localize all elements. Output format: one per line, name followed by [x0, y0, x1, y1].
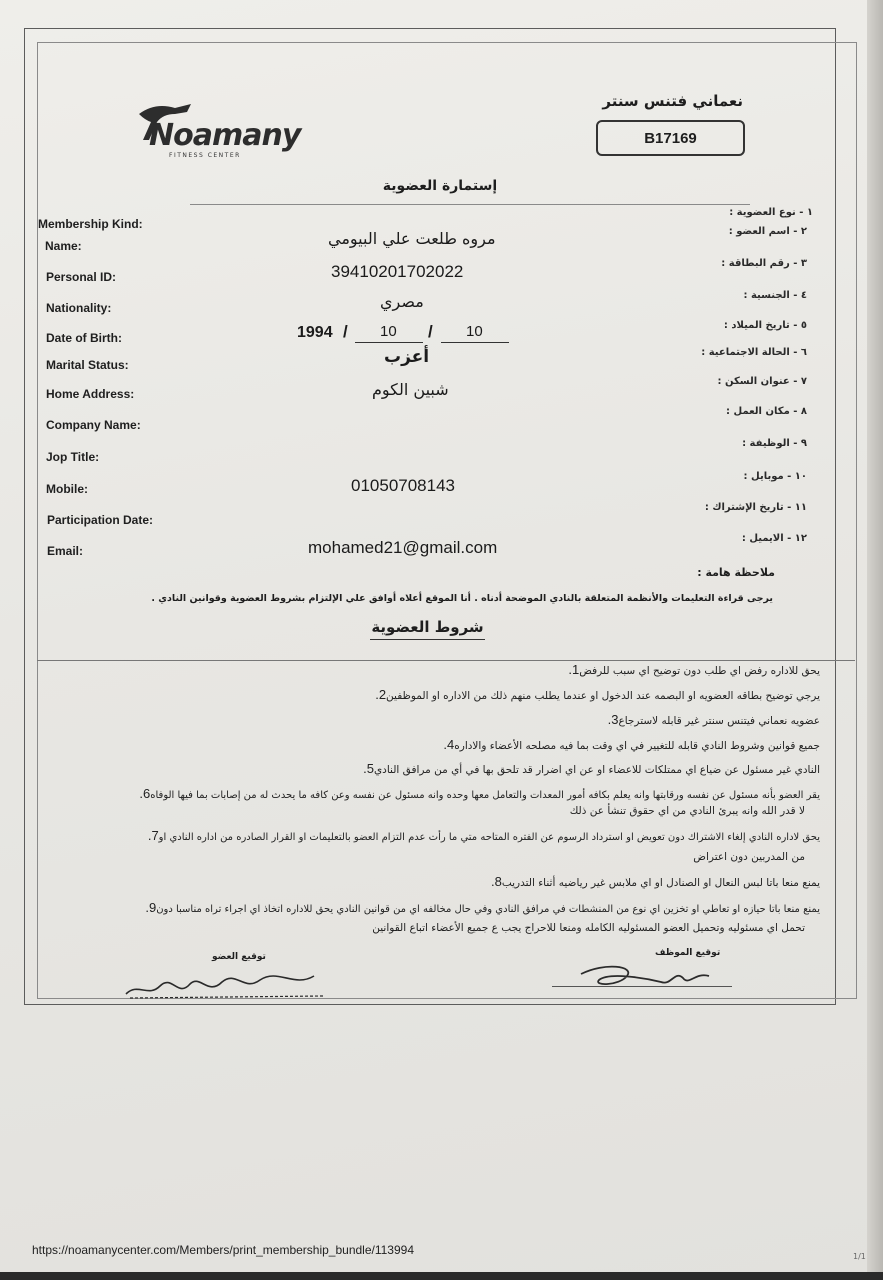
dob-month-underline — [355, 342, 423, 343]
term-text: يقر العضو بأنه مسئول عن نفسه ورقابتها وانه يعلم بكافه أمور المعدات والتعامل معها وحده وانه مسئول عن نفسه وعن كافه ما يحدث له من إصابات بما فيها الوفاه — [150, 790, 820, 801]
value-marital-status: أعزب — [384, 347, 430, 367]
member-code: B17169 — [644, 129, 697, 147]
form-title: إستمارة العضوية — [382, 178, 498, 194]
term-number: 9. — [145, 900, 157, 915]
value-email: mohamed21@gmail.com — [308, 538, 498, 557]
table-surface — [0, 1272, 883, 1280]
term-number: 4. — [443, 737, 455, 752]
term-text: من المدربين دون اعتراض — [693, 851, 805, 863]
label-company-name: Company Name: — [46, 418, 141, 432]
label-ar-marital-status: ٦ - الحالة الاجتماعية : — [701, 347, 807, 358]
label-job-title: Jop Title: — [46, 450, 100, 464]
term-item-5 — [120, 759, 820, 780]
label-home-address: Home Address: — [46, 387, 135, 401]
club-name: نعماني فتنس سنتر — [602, 92, 743, 110]
note-text: يرجى قراءة التعليمات والأنظمة المتعلقة بالنادي الموضحة أدناه . أنا الموقع أعلاه أوافق علي الإلتزام بشروط العضوية وقوانين النادي . — [151, 593, 773, 604]
term-item-6-continued — [105, 802, 805, 821]
term-number: 2. — [375, 687, 387, 702]
paper-edge-shadow — [867, 0, 883, 1280]
term-text: النادي غير مسئول عن ضياع اي ممتلكات للاعضاء او عن اي اضرار قد تلحق بها في أي من مرافق النادي — [373, 764, 820, 776]
label-marital-status: Marital Status: — [46, 358, 129, 372]
dob-year: 1994 — [297, 324, 333, 341]
term-text: عضويه نعماني فيتنس سنتر غير قابله لاسترجاع — [618, 715, 820, 727]
label-nationality: Nationality: — [46, 301, 112, 315]
label-ar-job-title: ٩ - الوظيفة : — [742, 438, 807, 449]
term-item-9 — [30, 898, 820, 919]
term-number: 1. — [568, 662, 580, 677]
term-text: تحمل اي مسئوليه وتحميل العضو المسئوليه الكامله ومنعا للاحراج يجب ع جميع الأعضاء اتباع القوانين — [372, 922, 805, 934]
club-logo — [135, 100, 301, 165]
term-number: 3. — [607, 712, 619, 727]
label-participation-date: Participation Date: — [47, 513, 154, 527]
label-ar-company-name: ٨ - مكان العمل : — [726, 406, 807, 417]
term-item-7-continued — [105, 848, 805, 867]
dob-month: 10 — [380, 323, 397, 340]
member-signature — [118, 958, 333, 1004]
title-divider — [190, 204, 750, 205]
term-item-8 — [120, 872, 820, 893]
term-text: لا قدر الله وانه يبرئ النادي من اي حقوق تنشأ عن ذلك — [569, 805, 805, 817]
term-number: 7. — [147, 828, 159, 843]
label-name: Name: — [45, 239, 82, 253]
term-number: 8. — [490, 874, 502, 889]
label-ar-date-of-birth: ٥ - تاريخ الميلاد : — [723, 320, 807, 331]
term-item-3 — [120, 710, 820, 731]
footer-url: https://noamanycenter.com/Members/print_membership_bundle/113994 — [32, 1243, 414, 1257]
dob-day: 10 — [466, 323, 483, 340]
term-text: يمنع منعا باتا لبس النعال او الصنادل او اي ملابس غير رياضيه أثناء التدريب — [501, 877, 820, 889]
dob-day-underline — [441, 342, 509, 343]
dob-separator-1: / — [343, 322, 348, 341]
terms-title: شروط العضوية — [370, 618, 485, 640]
term-text: جميع قوانين وشروط النادي قابله للتغيير في اي وقت بما فيه مصلحه الأعضاء والاداره — [454, 740, 820, 752]
term-number: 5. — [363, 761, 374, 776]
term-item-2 — [120, 685, 820, 706]
label-ar-email: ١٢ - الايميل : — [741, 533, 807, 544]
member-signature-label: توقيع العضو — [212, 952, 266, 962]
value-personal-id: 39410201702022 — [331, 262, 464, 281]
page-number: 1/1 — [853, 1252, 866, 1261]
label-membership-kind: Membership Kind: — [38, 217, 143, 231]
term-number: 6. — [139, 786, 151, 801]
label-ar-personal-id: ٣ - رقم البطاقة : — [721, 258, 807, 269]
label-ar-membership-kind: ١ - نوع العضوية : — [729, 207, 813, 218]
term-item-4 — [120, 735, 820, 756]
value-mobile: 01050708143 — [351, 476, 456, 495]
employee-signature-label: توقيع الموظف — [655, 948, 721, 958]
term-item-1 — [120, 660, 820, 681]
term-text: يرجي توضيح بطاقه العضويه او البصمه عند الدخول او عندما يطلب منهم ذلك من الاداره او الموظفين — [386, 690, 820, 702]
employee-signature — [575, 958, 715, 1000]
label-personal-id: Personal ID: — [46, 270, 117, 284]
value-name: مروه طلعت علي البيومي — [328, 229, 496, 248]
value-home-address: شبين الكوم — [372, 380, 449, 399]
label-ar-mobile: ١٠ - موبايل : — [743, 471, 807, 482]
term-item-7 — [20, 826, 820, 847]
value-nationality: مصري — [380, 292, 424, 311]
term-text: يمنع منعا باتا حيازه او تعاطي او تخزين اي نوع من المنشطات في مرافق النادي وفي حال مخالفه اي من قوانين النادي يحق للاداره اتخاذ اي اجراء تراه مناسبا دون — [156, 904, 820, 915]
label-ar-participation-date: ١١ - تاريخ الإشتراك : — [704, 502, 807, 513]
label-date-of-birth: Date of Birth: — [46, 331, 122, 345]
label-email: Email: — [47, 544, 84, 558]
term-text: يحق لاداره النادي إلغاء الاشتراك دون تعويض او استرداد الرسوم عن الفتره المتاحه متي ما رأت عدم التزام العضو بالتعليمات او القرار الصادره من اداره النادي او — [158, 832, 820, 843]
logo-wordmark: Noamany — [149, 118, 301, 153]
label-mobile: Mobile: — [46, 482, 88, 496]
label-ar-name: ٢ - اسم العضو : — [728, 226, 807, 237]
label-ar-home-address: ٧ - عنوان السكن : — [717, 376, 807, 387]
term-text: يحق للاداره رفض اي طلب دون توضيح اي سبب للرفض — [579, 665, 820, 677]
label-ar-nationality: ٤ - الجنسية : — [743, 290, 807, 301]
note-title: ملاحظة هامة : — [697, 566, 775, 579]
logo-tagline: FITNESS CENTER — [169, 152, 241, 159]
dob-separator-2: / — [428, 322, 433, 341]
member-code-box — [596, 120, 745, 156]
term-item-9-continued — [105, 919, 805, 938]
